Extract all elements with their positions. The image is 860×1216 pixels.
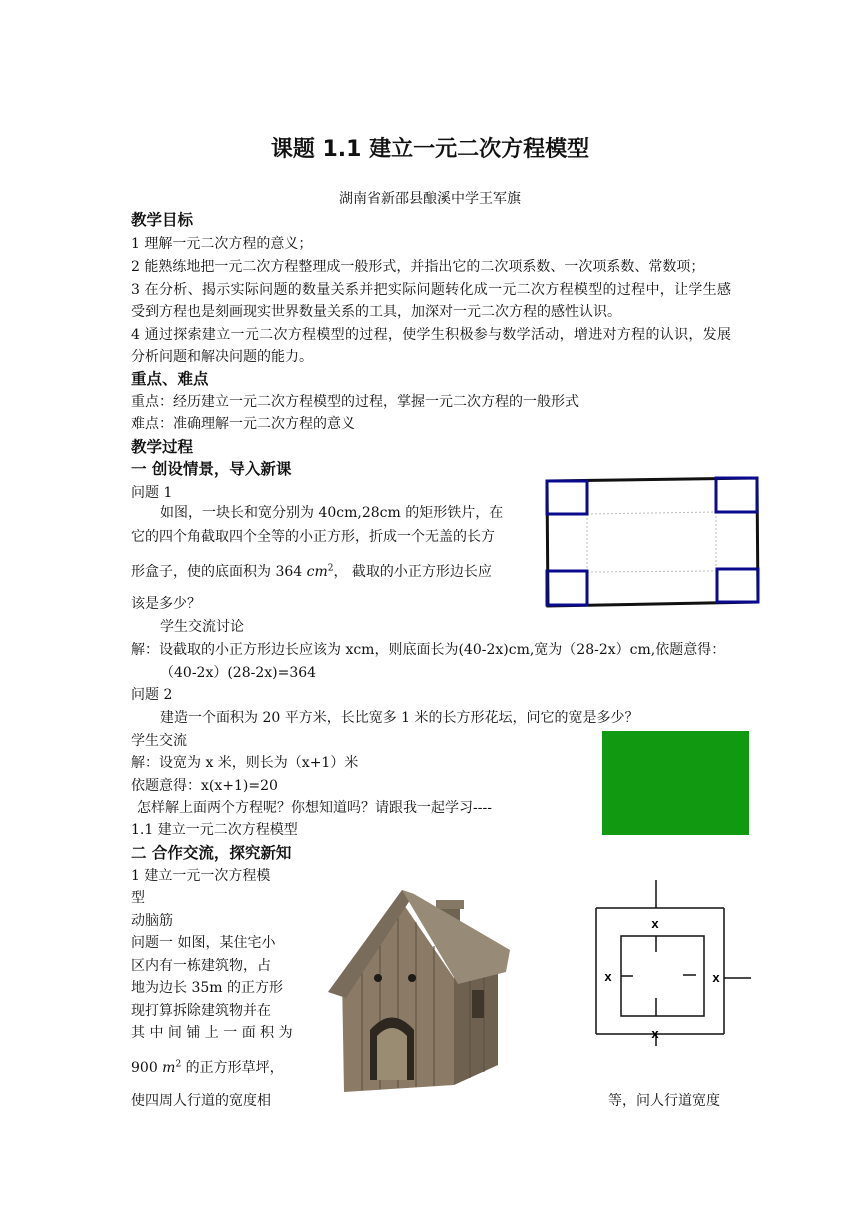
goal-item: 4 通过探索建立一元二次方程模型的过程，使学生积极参与数学活动，增进对方程的认识，发展分析问题和解决问题的能力。	[131, 327, 731, 365]
p1-line: 900 $m^2$ 的正方形草坪，	[131, 1059, 284, 1076]
corner-square	[717, 569, 758, 602]
corner-square	[547, 481, 587, 514]
p1-line: 问题一 如图，某住宅小	[131, 935, 276, 951]
process-heading: 教学过程	[131, 438, 194, 456]
brain-label: 动脑筋	[131, 913, 173, 929]
house-side	[454, 968, 498, 1085]
discuss-text: 学生交流讨论	[160, 619, 244, 635]
s2-item-line: 1 建立一元一次方程模	[131, 868, 271, 884]
s2-item-line: 型	[131, 890, 145, 906]
exchange-text: 学生交流	[131, 733, 187, 749]
q1-label: 问题 1	[131, 485, 173, 501]
fold-line	[587, 571, 716, 572]
door-interior	[377, 1028, 407, 1080]
side-window	[472, 990, 484, 1018]
label-x-top: x	[651, 916, 659, 931]
walkway-diagram	[593, 878, 758, 1048]
sheet-outline	[547, 478, 758, 606]
p1-line: 其 中 间 铺 上 一 面 积 为	[131, 1025, 293, 1041]
p1-line: 区内有一栋建筑物，占	[131, 958, 271, 974]
flowerbed-rect	[602, 731, 749, 835]
lesson-ref: 1.1 建立一元二次方程模型	[131, 822, 298, 838]
solution2-text: 解：设宽为 x 米，则长为（x+1）米	[131, 755, 359, 771]
q1-text-line: 形盒子，使的底面积为 364 $cm^2$， 截取的小正方形边长应	[131, 563, 492, 580]
house-image	[322, 880, 512, 1095]
goals-heading: 教学目标	[131, 211, 194, 229]
q1-text-line: 如图，一块长和宽分别为 40cm,28cm 的矩形铁片，在	[160, 505, 504, 521]
corner-square	[547, 571, 587, 605]
q2-text: 建造一个面积为 20 平方米，长比宽多 1 米的长方形花坛，问它的宽是多少？	[160, 710, 639, 726]
section2-heading: 二 合作交流，探究新知	[131, 844, 292, 862]
equation1: （40-2x）(28-2x)=364	[160, 665, 317, 681]
corner-square	[716, 478, 757, 512]
p1-line-end: 等，问人行道宽度	[608, 1093, 720, 1109]
fold-line	[587, 512, 716, 514]
solution1-text: 解：设截取的小正方形边长应该为 xcm，则底面长为(40-2x)cm,宽为（28-2x）cm,依题意得：	[131, 642, 726, 658]
iron-sheet-diagram	[540, 472, 765, 612]
q2-label: 问题 2	[131, 687, 173, 703]
p1-line: 使四周人行道的宽度相	[131, 1093, 271, 1109]
chimney-cap	[436, 900, 464, 909]
p1-line: 现打算拆除建筑物并在	[131, 1003, 271, 1019]
q1-text-line: 该是多少？	[131, 596, 201, 612]
goal-item: 3 在分析、揭示实际问题的数量关系并把实际问题转化成一元二次方程模型的过程中，让学生感受到方程也是刻画现实世界数量关系的工具，加深对一元二次方程的感性认识。	[131, 282, 731, 320]
window-left	[374, 974, 382, 982]
author-line: 湖南省新邵县酿溪中学王军旗	[339, 191, 521, 207]
equation2: 依题意得：x(x+1)=20	[131, 778, 278, 794]
transition-text: 怎样解上面两个方程呢？你想知道吗？请跟我一起学习----	[137, 800, 492, 816]
q1-text-line: 它的四个角截取四个全等的小正方形，折成一个无盖的长方	[131, 529, 495, 545]
inner-square	[621, 936, 704, 1016]
label-x-left: x	[604, 969, 612, 984]
difficulty-text: 难点：准确理解一元二次方程的意义	[131, 416, 355, 432]
page-title: 课题 1.1 建立一元二次方程模型	[270, 137, 590, 162]
keypoints-heading: 重点、难点	[131, 370, 209, 388]
p1-line: 地为边长 35m 的正方形	[131, 980, 283, 996]
keypoint-text: 重点：经历建立一元二次方程模型的过程，掌握一元二次方程的一般形式	[131, 394, 579, 410]
window-right	[408, 974, 416, 982]
goal-item: 2 能熟练地把一元二次方程整理成一般形式，并指出它的二次项系数、一次项系数、常数项；	[131, 259, 705, 275]
goal-item: 1 理解一元二次方程的意义；	[131, 236, 313, 252]
label-x-right: x	[712, 970, 720, 985]
label-x-bottom: x	[651, 1026, 659, 1041]
section1-heading: 一 创设情景，导入新课	[131, 460, 292, 478]
